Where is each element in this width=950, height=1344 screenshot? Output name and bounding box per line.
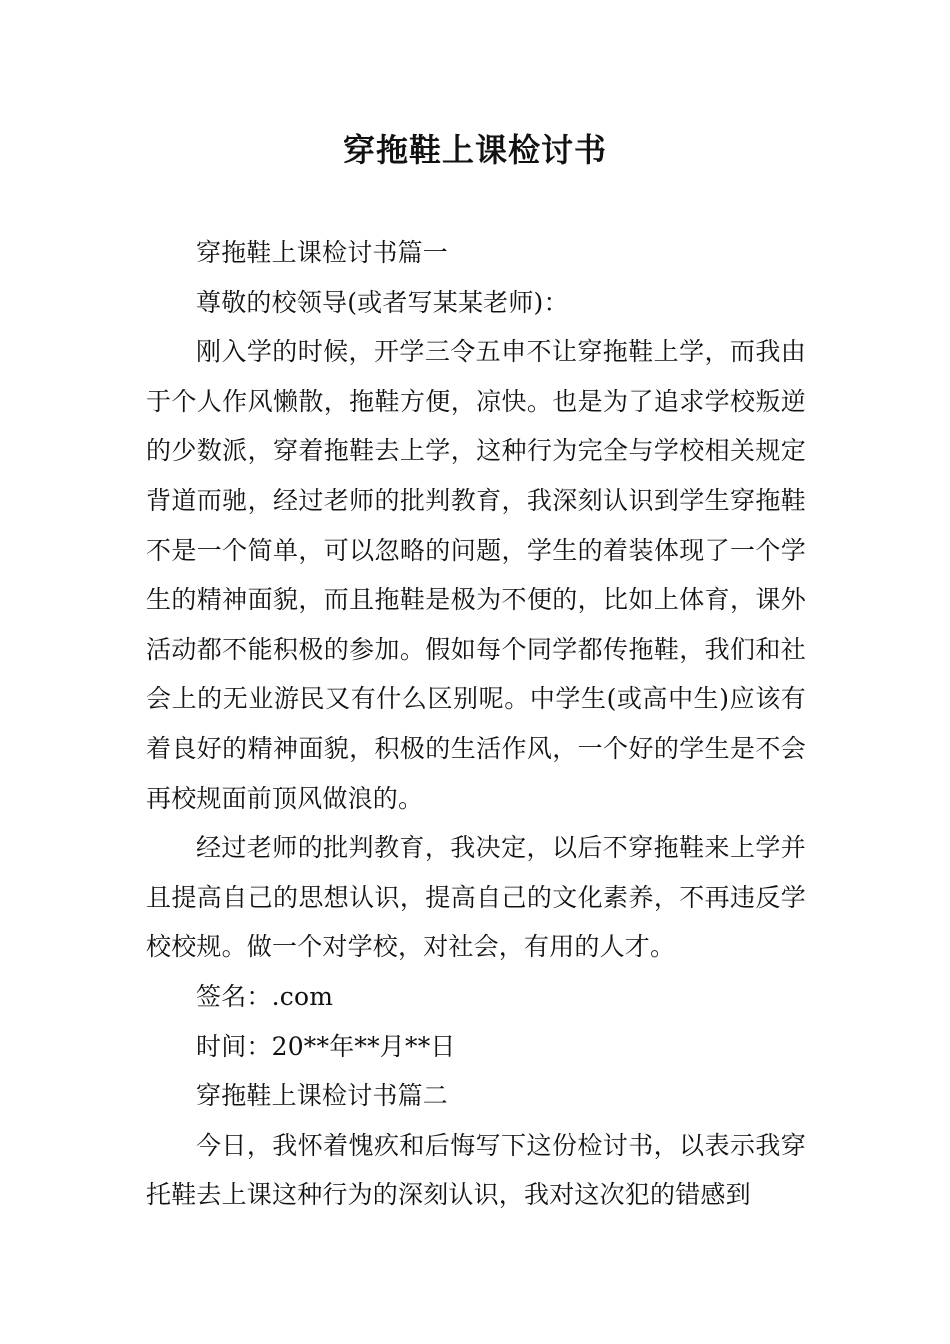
body-paragraph-2: 经过老师的批判教育，我决定，以后不穿拖鞋来上学并且提高自己的思想认识，提高自己的文化素养，不再违反学校校规。做一个对学校，对社会，有用的人才。	[146, 833, 806, 962]
document-body	[146, 228, 806, 1220]
body-paragraph-1: 刚入学的时候，开学三令五申不让穿拖鞋上学，而我由于个人作风懒散，拖鞋方便，凉快。也是为了追求学校叛逆的少数派，穿着拖鞋去上学，这种行为完全与学校相关规定背道而驰，经过老师的批判教育，我深刻认识到学生穿拖鞋不是一个简单，可以忽略的问题，学生的着装体现了一个学生的精神面貌，而且拖鞋是极为不便的，比如上体育，课外活动都不能积极的参加。假如每个同学都传拖鞋，我们和社会上的无业游民又有什么区别呢。中学生(或高中生)应该有着良好的精神面貌，积极的生活作风，一个好的学生是不会再校规面前顶风做浪的。	[146, 337, 806, 813]
body-paragraph-3: 今日，我怀着愧疚和后悔写下这份检讨书，以表示我穿托鞋去上课这种行为的深刻认识，我对这次犯的错感到	[146, 1130, 806, 1210]
section-heading-1: 穿拖鞋上课检讨书篇一	[196, 238, 449, 267]
section-heading-2: 穿拖鞋上课检讨书篇二	[196, 1081, 449, 1111]
document-title: 穿拖鞋上课检讨书	[342, 131, 607, 169]
signature-line: 签名：.com	[196, 981, 334, 1011]
date-line: 时间：20**年**月**日	[196, 1031, 456, 1061]
salutation: 尊敬的校领导(或者写某某老师)：	[196, 287, 569, 317]
